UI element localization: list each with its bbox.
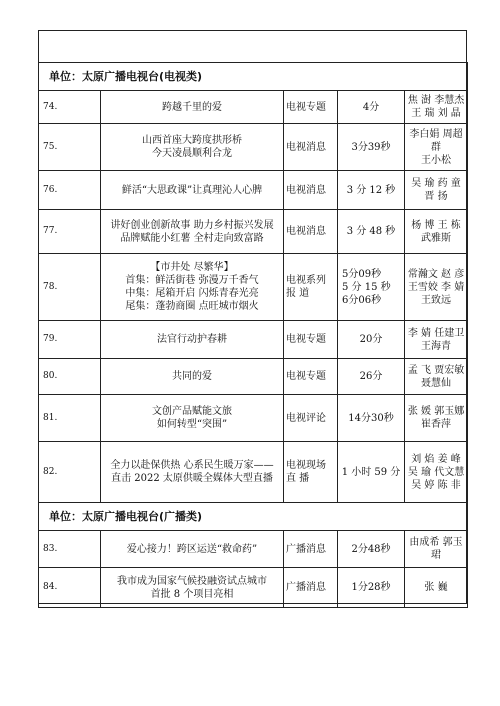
work-title — [101, 442, 284, 503]
authors-line: 王雪姣 李 婧 — [407, 281, 465, 293]
work-type — [284, 359, 338, 395]
authors-line: 张 媛 郭玉娜 — [407, 406, 465, 417]
work-title — [101, 254, 284, 321]
authors-line: 焦 澍 李慧杰 — [407, 95, 465, 106]
work-length — [338, 124, 405, 171]
work-title — [101, 210, 284, 254]
work-title-line: 共同的爱 — [172, 371, 212, 382]
work-length-line: 2分48秒 — [351, 543, 391, 555]
work-length-line: 20分 — [359, 334, 383, 345]
work-type-line: 报 道 — [286, 288, 310, 299]
work-title-line: 法官行动护春耕 — [157, 334, 227, 345]
work-length — [338, 321, 405, 359]
work-title — [101, 124, 284, 171]
row-number: 77. — [39, 210, 101, 254]
authors-line: 武雅斯 — [421, 232, 452, 244]
row-number: 78. — [39, 254, 101, 321]
authors-line: 王海青 — [421, 340, 452, 352]
work-type-line: 电视系列 — [286, 275, 326, 286]
work-title-line: 跨越千里的爱 — [162, 101, 222, 113]
work-type — [284, 395, 338, 442]
authors-line: 孟 飞 贾宏敏 — [407, 364, 465, 376]
work-type — [284, 321, 338, 359]
work-length — [338, 359, 405, 395]
work-title-line: 文创产品赋能文旅 — [152, 406, 232, 417]
work-title — [101, 531, 284, 568]
row-number: 84. — [39, 568, 101, 608]
table-row — [39, 254, 468, 321]
work-title-line: 首批 8 个项目亮相 — [150, 588, 234, 600]
work-type-line: 广播消息 — [286, 543, 326, 555]
work-title-line: 直击 2022 太原供暖全媒体大型直播 — [111, 473, 273, 484]
work-type-line: 电视消息 — [286, 184, 326, 196]
authors — [405, 124, 468, 171]
authors-line: 刘 焰 姜 峰 — [411, 453, 461, 465]
work-type-line: 电视专题 — [286, 334, 326, 345]
work-title-line: 尾集：蓬勃商圈 点旺城市烟火 — [125, 301, 259, 312]
authors-line: 吴 瑜 药 童 — [411, 178, 461, 189]
work-length-line: 4分 — [362, 101, 380, 113]
work-length-line: 5分09秒 — [342, 268, 382, 280]
work-title — [101, 395, 284, 442]
work-title-line: 今天凌晨顺利合龙 — [152, 148, 232, 159]
section-header-row — [39, 503, 468, 531]
work-length — [338, 91, 405, 124]
work-title-line: 爱心接力！跨区运送“救命药” — [126, 543, 258, 555]
row-number: 83. — [39, 531, 101, 568]
work-length — [338, 442, 405, 503]
work-title — [101, 568, 284, 608]
authors — [405, 321, 468, 359]
authors-line: 李 婧 任建卫 — [407, 327, 465, 339]
work-length-line: 3 分 12 秒 — [346, 184, 396, 196]
authors-line: 吴 瑜 代文慧 — [407, 466, 465, 478]
row-number: 81. — [39, 395, 101, 442]
row-number: 82. — [39, 442, 101, 503]
authors — [405, 395, 468, 442]
row-number: 75. — [39, 124, 101, 171]
authors-line: 吴 婷 陈 非 — [411, 479, 461, 491]
authors — [405, 531, 468, 568]
section-title: 单位：太原广播电视台(电视类) — [39, 63, 468, 91]
authors-line: 由成希 郭玉珺 — [409, 537, 463, 561]
work-length — [338, 568, 405, 608]
work-length-line: 1分28秒 — [351, 582, 391, 593]
work-length-line: 6分06秒 — [342, 294, 382, 306]
table-row — [39, 395, 468, 442]
table-row — [39, 91, 468, 124]
work-type-line: 电视现场 — [286, 460, 326, 471]
work-type — [284, 531, 338, 568]
work-length — [338, 395, 405, 442]
work-title-line: 中集：尾箱开启 闪烁青春光亮 — [125, 288, 259, 299]
work-type-line: 电视消息 — [286, 226, 326, 237]
table-row — [39, 210, 468, 254]
work-type — [284, 91, 338, 124]
work-type — [284, 171, 338, 210]
authors — [405, 210, 468, 254]
work-length-line: 3 分 48 秒 — [346, 226, 396, 237]
row-number: 79. — [39, 321, 101, 359]
work-length-line: 1 小时 59 分 — [341, 466, 401, 478]
work-length-line: 14分30秒 — [348, 412, 394, 424]
work-type-line: 直 播 — [286, 473, 310, 484]
work-type — [284, 568, 338, 608]
work-title-line: 讲好创业创新故事 助力乡村振兴发展 — [110, 219, 274, 231]
authors-line: 张 巍 — [424, 582, 448, 593]
authors-line: 王致远 — [421, 294, 452, 306]
work-length-line: 26分 — [359, 371, 383, 382]
work-type — [284, 210, 338, 254]
work-title-line: 我市成为国家气候投融资试点城市 — [117, 575, 267, 587]
work-title-line: 鲜活“大思政课”让真理沁人心脾 — [121, 184, 263, 196]
authors-line: 聂慧仙 — [421, 377, 452, 389]
work-type — [284, 124, 338, 171]
work-title-line: 全力以赴保供热 心系民生暖万家—— — [110, 460, 274, 471]
work-length-line: 3分39秒 — [351, 141, 391, 153]
authors-line: 常瀚文 赵 彦 — [407, 268, 465, 280]
table-row — [39, 124, 468, 171]
work-type — [284, 442, 338, 503]
authors — [405, 254, 468, 321]
authors-line: 王 瑞 刘 晶 — [411, 108, 461, 119]
table-row — [39, 568, 468, 608]
authors — [405, 442, 468, 503]
authors-line: 王小松 — [421, 154, 452, 166]
work-type — [284, 254, 338, 321]
work-title-line: 【市井处 尽繁华】 — [150, 262, 234, 273]
work-type-line: 电视专题 — [286, 101, 326, 113]
work-length — [338, 254, 405, 321]
row-number: 74. — [39, 91, 101, 124]
table-row — [39, 442, 468, 503]
table-row — [39, 171, 468, 210]
work-length — [338, 171, 405, 210]
work-title-line: 品牌赋能小红薯 全村走向致富路 — [120, 232, 264, 244]
authors-line: 晋 扬 — [424, 191, 448, 202]
section-header-row — [39, 63, 468, 91]
work-type-line: 电视专题 — [286, 371, 326, 382]
table-row — [39, 359, 468, 395]
table-row — [39, 531, 468, 568]
work-title — [101, 91, 284, 124]
work-type-line: 电视消息 — [286, 141, 326, 153]
table-row — [39, 321, 468, 359]
work-title-line: 首集：鲜活街巷 弥漫万千香气 — [125, 275, 259, 286]
work-length — [338, 210, 405, 254]
row-number: 76. — [39, 171, 101, 210]
authors — [405, 568, 468, 608]
authors — [405, 91, 468, 124]
work-length-line: 5 分 15 秒 — [342, 281, 391, 293]
work-length — [338, 531, 405, 568]
work-type-line: 电视评论 — [286, 412, 326, 424]
section-title: 单位：太原广播电视台(广播类) — [39, 503, 468, 531]
work-title — [101, 171, 284, 210]
work-title-line: 山西首座大跨度拱形桥 — [142, 135, 242, 146]
work-title-line: 如何转型“突围” — [156, 419, 228, 430]
row-number: 80. — [39, 359, 101, 395]
work-type-line: 广播消息 — [286, 582, 326, 593]
authors-line: 崔香萍 — [421, 419, 452, 430]
authors — [405, 171, 468, 210]
authors-line: 杨 博 王 栋 — [411, 219, 461, 231]
work-title — [101, 321, 284, 359]
awards-table — [38, 62, 468, 608]
authors — [405, 359, 468, 395]
authors-line: 李白娟 周超群 — [409, 128, 463, 153]
work-title — [101, 359, 284, 395]
